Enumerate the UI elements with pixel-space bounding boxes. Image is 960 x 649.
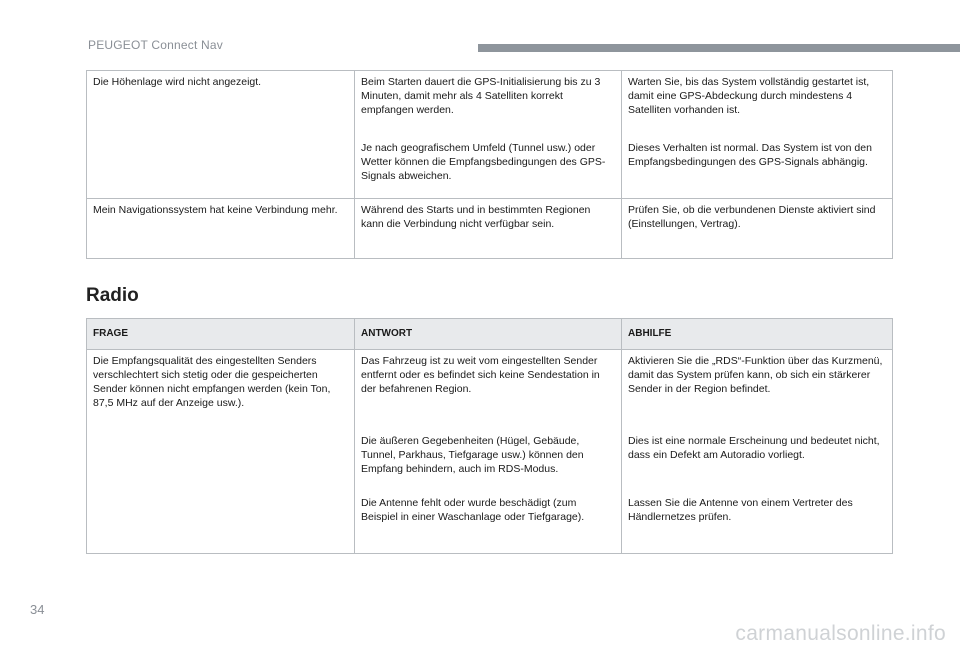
solution-cell: Warten Sie, bis das System vollständig gestartet ist, damit eine GPS-Abdeckung durch mindestens 4 Satelliten vorhanden ist. — [622, 71, 893, 137]
table-row — [87, 71, 893, 137]
answer-cell: Die äußeren Gegebenheiten (Hügel, Gebäude, Tunnel, Parkhaus, Tiefgarage usw.) können den Empfang behindern, auch im RDS-Modus. — [355, 430, 622, 492]
watermark: carmanualsonline.info — [735, 622, 946, 645]
answer-cell: Während des Starts und in bestimmten Regionen kann die Verbindung nicht verfügbar sein. — [355, 199, 622, 259]
solution-cell: Prüfen Sie, ob die verbundenen Dienste aktiviert sind (Einstellungen, Vertrag). — [622, 199, 893, 259]
answer-cell: Die Antenne fehlt oder wurde beschädigt (zum Beispiel in einer Waschanlage oder Tiefgarage). — [355, 492, 622, 554]
column-header-solution: ABHILFE — [622, 319, 893, 350]
solution-cell: Aktivieren Sie die „RDS“-Funktion über das Kurzmenü, damit das System prüfen kann, ob sich ein stärkerer Sender in der Region befindet. — [622, 350, 893, 430]
manual-title: PEUGEOT Connect Nav — [88, 38, 223, 52]
table-row — [87, 199, 893, 259]
solution-cell: Dieses Verhalten ist normal. Das System ist von den Empfangsbedingungen des GPS-Signals abhängig. — [622, 137, 893, 199]
page-number: 34 — [30, 602, 45, 617]
table-header-row — [87, 319, 893, 350]
column-header-answer: ANTWORT — [355, 319, 622, 350]
nav-troubleshooting-table — [86, 70, 893, 259]
answer-cell: Das Fahrzeug ist zu weit vom eingestellten Sender entfernt oder es befindet sich keine Sendestation in der befahrenen Region. — [355, 350, 622, 430]
column-header-question: FRAGE — [87, 319, 355, 350]
answer-cell: Beim Starten dauert die GPS-Initialisierung bis zu 3 Minuten, damit mehr als 4 Satelliten korrekt empfangen werden. — [355, 71, 622, 137]
solution-cell: Dies ist eine normale Erscheinung und bedeutet nicht, dass ein Defekt am Autoradio vorliegt. — [622, 430, 893, 492]
question-cell: Die Empfangsqualität des eingestellten Senders verschlechtert sich stetig oder die gespeicherten Sender können nicht empfangen werden (kein Ton, 87,5 MHz auf der Anzeige usw.). — [87, 350, 355, 554]
answer-cell: Je nach geografischem Umfeld (Tunnel usw.) oder Wetter können die Empfangsbedingungen des GPS-Signals abweichen. — [355, 137, 622, 199]
radio-troubleshooting-table — [86, 318, 893, 554]
table-row — [87, 350, 893, 430]
header-bar — [478, 44, 960, 52]
solution-cell: Lassen Sie die Antenne von einem Vertreter des Händlernetzes prüfen. — [622, 492, 893, 554]
question-cell: Mein Navigationssystem hat keine Verbindung mehr. — [87, 199, 355, 259]
question-cell: Die Höhenlage wird nicht angezeigt. — [87, 71, 355, 199]
section-title-radio: Radio — [86, 285, 139, 306]
